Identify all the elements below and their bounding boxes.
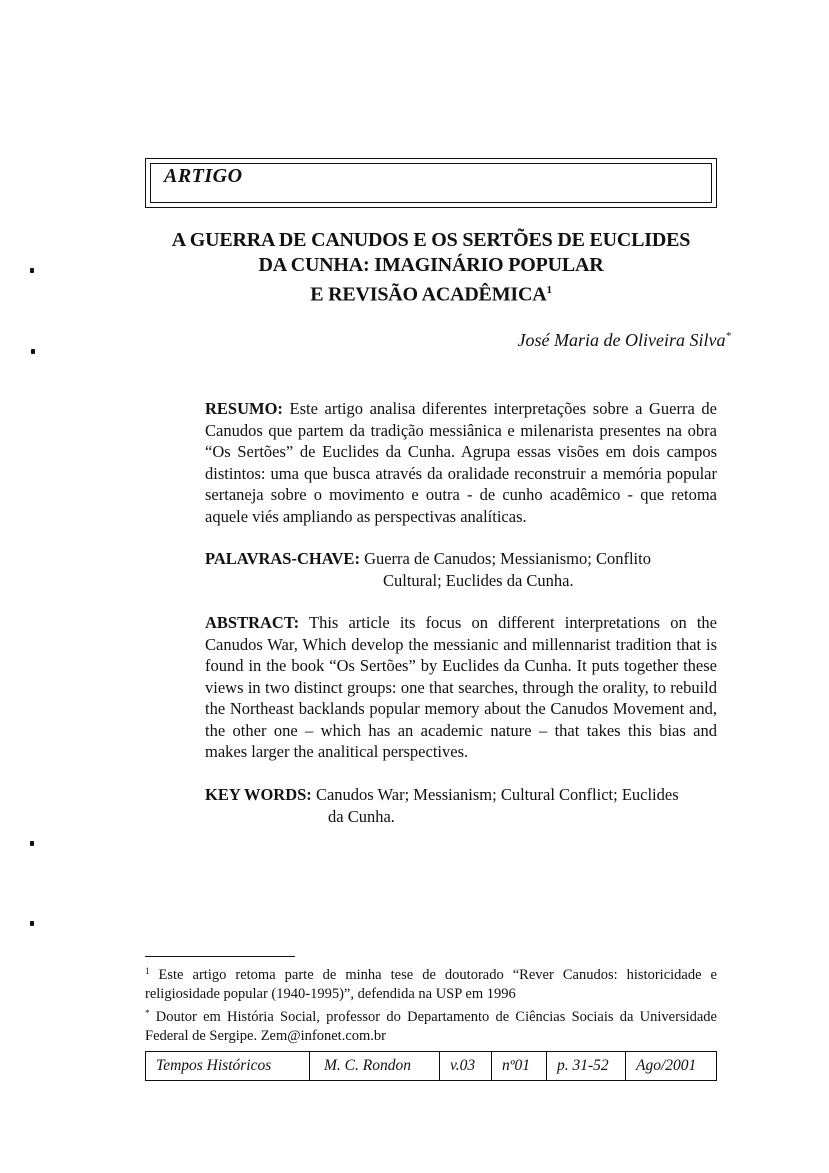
author-name: José Maria de Oliveira Silva	[517, 330, 726, 350]
author-line	[518, 330, 731, 351]
section-header-box	[145, 158, 717, 208]
journal-date: Ago/2001	[636, 1057, 697, 1074]
resumo-label: RESUMO:	[205, 399, 283, 418]
palavras-chave-block	[205, 548, 717, 591]
scan-speck	[30, 841, 34, 846]
title-line-1: A GUERRA DE CANUDOS E OS SERTÕES DE EUCLIDES	[171, 229, 691, 251]
palavras-chave-label: PALAVRAS-CHAVE:	[205, 549, 360, 568]
footnote-1	[145, 962, 717, 1004]
footnote-2-mark: *	[145, 1008, 150, 1018]
scan-speck	[31, 349, 35, 354]
footnote-1-text: Este artigo retoma parte de minha tese de doutorado “Rever Canudos: historicidade e religiosidade popular (1940-1995)”, defendida na USP em 1996	[145, 967, 717, 1002]
footnote-2	[145, 1004, 717, 1046]
title-line-2: DA CUNHA: IMAGINÁRIO POPULAR	[258, 254, 604, 276]
journal-name: Tempos Históricos	[146, 1052, 310, 1080]
author-footnote-mark: *	[725, 330, 731, 342]
scan-speck	[30, 921, 34, 926]
keywords-line-1: Canudos War; Messianism; Cultural Conflict; Euclides	[311, 785, 679, 804]
journal-info-table	[145, 1051, 717, 1081]
palavras-chave-line-1: Guerra de Canudos; Messianismo; Conflito	[359, 549, 651, 568]
abstract-label: ABSTRACT:	[205, 613, 300, 632]
journal-number: nº01	[492, 1052, 547, 1080]
footnote-divider	[145, 956, 295, 957]
title-line-3	[145, 278, 717, 308]
scan-speck	[30, 268, 34, 273]
footnote-2-text: Doutor em História Social, professor do Departamento de Ciências Sociais da Universidade Federal de Sergipe. Zem@infonet.com.br	[145, 1009, 717, 1044]
keywords-block	[205, 784, 717, 827]
journal-editor: M. C. Rondon	[310, 1052, 440, 1080]
footnotes	[145, 962, 717, 1046]
journal-pages: p. 31-52	[547, 1052, 626, 1080]
abstract-text: This article its focus on different interpretations on the Canudos War, Which develop the messianic and millennarist tradition that is found in the book “Os Sertões” by Euclides da Cunha. It puts together these views in two distinct groups: one that searches, through the orality, to rebuild the Northeast backlands popular memory about the Canudos Movement and, the other one – which has an academic nature – that takes this bias and makes larger the analitical perspectives.	[205, 613, 717, 761]
title-footnote-mark: 1	[546, 284, 552, 296]
abstract-block	[205, 612, 717, 763]
title-line-3-text: E REVISÃO ACADÊMICA	[310, 283, 547, 306]
resumo-block	[205, 398, 717, 527]
article-title	[145, 228, 717, 308]
keywords-label: KEY WORDS:	[205, 785, 312, 804]
resumo-text: Este artigo analisa diferentes interpretações sobre a Guerra de Canudos que partem da tradição messiânica e milenarista presentes na obra “Os Sertões” de Euclides da Cunha. Agrupa essas visões em dois campos distintos: uma que busca através da oralidade reconstruir a memória popular sertaneja sobre o movimento e outra - de cunho acadêmico - que retoma aquele viés ampliando as perspectivas analíticas.	[205, 399, 717, 526]
palavras-chave-line-2: Cultural; Euclides da Cunha.	[383, 570, 574, 590]
section-label: ARTIGO	[164, 165, 243, 187]
journal-volume: v.03	[440, 1052, 492, 1080]
footnote-1-mark: 1	[145, 966, 150, 976]
keywords-line-2: da Cunha.	[328, 806, 395, 826]
